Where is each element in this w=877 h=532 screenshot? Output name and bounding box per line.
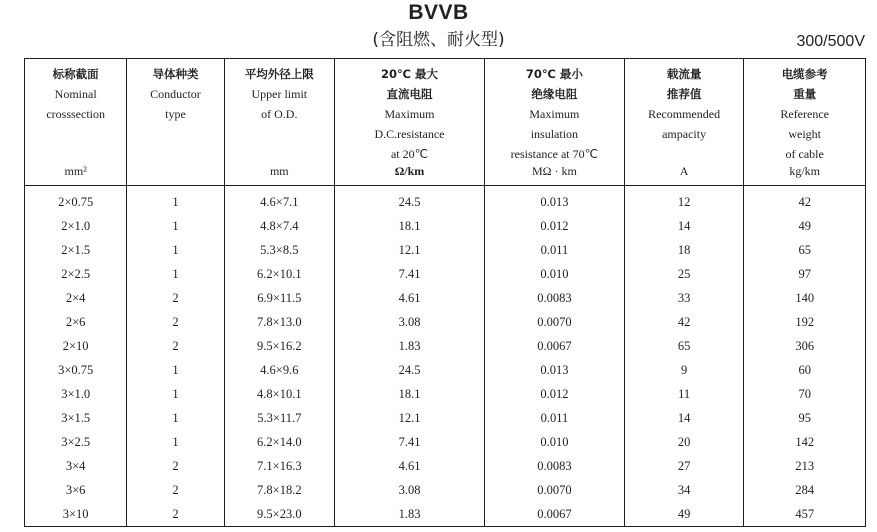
table-row (25, 382, 866, 406)
table-cell: 213 (744, 454, 866, 478)
table-cell: 4.61 (335, 286, 485, 310)
table-cell: 2 (127, 310, 224, 334)
table-cell: 1 (127, 430, 224, 454)
table-cell: 1 (127, 262, 224, 286)
table-cell: 7.8×18.2 (224, 478, 334, 502)
table-cell: 27 (624, 454, 744, 478)
table-cell: 0.0070 (484, 310, 624, 334)
table-cell: 20 (624, 430, 744, 454)
table-cell: 2 (127, 454, 224, 478)
table-cell: 70 (744, 382, 866, 406)
header-row (25, 59, 866, 186)
table-cell: 3×6 (65, 482, 86, 497)
table-cell: 0.0067 (484, 502, 624, 527)
table-cell: 0.012 (484, 214, 624, 238)
col-outer-diameter-header (224, 59, 334, 186)
table-cell: 1 (127, 406, 224, 430)
table-cell: 3.08 (335, 310, 485, 334)
table-cell: 3×10 (62, 506, 89, 521)
table-cell: 1 (127, 382, 224, 406)
header-line: 导体种类 (152, 67, 199, 81)
table-cell: 97 (744, 262, 866, 286)
col-ampacity-header (624, 59, 744, 186)
table-cell: 25 (624, 262, 744, 286)
voltage-rating: 300/500V (796, 33, 865, 50)
table-cell: 1 (127, 214, 224, 238)
spec-table-header (25, 59, 866, 186)
table-cell: 4.6×7.1 (224, 186, 334, 215)
table-cell: 12.1 (335, 406, 485, 430)
table-cell: 24.5 (335, 186, 485, 215)
table-cell: 192 (744, 310, 866, 334)
header-line: 电缆参考 (781, 67, 828, 81)
table-cell: 0.0070 (484, 478, 624, 502)
table-cell: 5.3×11.7 (224, 406, 334, 430)
table-cell: 4.6×9.6 (224, 358, 334, 382)
table-cell: 7.41 (335, 262, 485, 286)
table-cell: 0.011 (484, 406, 624, 430)
header-line: Reference (780, 107, 829, 121)
table-cell: 2 (127, 502, 224, 527)
table-row (25, 186, 866, 215)
table-cell: 0.013 (484, 186, 624, 215)
table-cell: 95 (744, 406, 866, 430)
table-row (25, 430, 866, 454)
table-row (25, 334, 866, 358)
table-cell: 42 (744, 186, 866, 215)
header-line: Maximum (384, 107, 435, 121)
table-cell: 6.2×14.0 (224, 430, 334, 454)
header-line: Recommended (648, 107, 721, 121)
table-cell: 12.1 (335, 238, 485, 262)
header-line: D.C.resistance (374, 127, 445, 141)
table-cell: 2×6 (65, 314, 86, 329)
table-cell: 3×0.75 (58, 362, 94, 377)
header-line: ampacity (662, 127, 707, 141)
table-cell: 1 (127, 186, 224, 215)
header-line: resistance at 70℃ (510, 147, 599, 161)
table-row (25, 454, 866, 478)
table-row (25, 262, 866, 286)
table-cell: 1 (127, 358, 224, 382)
table-cell: 2×4 (65, 290, 86, 305)
spec-table (24, 58, 866, 527)
table-cell: 14 (624, 406, 744, 430)
page-subtitle: (含阻燃、耐火型) (372, 30, 505, 50)
header-line: crosssection (46, 107, 105, 121)
table-cell: 33 (624, 286, 744, 310)
col-max-dc-resistance-header (335, 59, 485, 186)
table-cell: 2×2.5 (61, 266, 91, 281)
table-cell: 4.8×10.1 (224, 382, 334, 406)
table-cell: 7.8×13.0 (224, 310, 334, 334)
table-cell: 2×1.5 (61, 242, 91, 257)
header-unit: mm² (64, 164, 87, 178)
table-cell: 6.9×11.5 (224, 286, 334, 310)
col-cable-weight-header (744, 59, 866, 186)
header-line: Maximum (529, 107, 580, 121)
table-cell: 3.08 (335, 478, 485, 502)
table-cell: 18 (624, 238, 744, 262)
table-cell: 0.013 (484, 358, 624, 382)
table-cell: 0.0067 (484, 334, 624, 358)
table-cell: 0.011 (484, 238, 624, 262)
col-min-insulation-resistance-header (484, 59, 624, 186)
table-cell: 7.1×16.3 (224, 454, 334, 478)
table-cell: 3×1.0 (61, 386, 91, 401)
table-cell: 3×4 (65, 458, 86, 473)
header-line: 平均外径上限 (244, 67, 314, 81)
header-unit: kg/km (789, 164, 821, 178)
header-unit: A (679, 164, 689, 178)
table-cell: 42 (624, 310, 744, 334)
header-line: 推荐值 (666, 87, 702, 101)
table-cell: 1.83 (335, 334, 485, 358)
table-cell: 4.61 (335, 454, 485, 478)
header-unit: Ω/km (394, 164, 425, 178)
table-row (25, 478, 866, 502)
table-cell: 284 (744, 478, 866, 502)
header-line: weight (788, 127, 822, 141)
table-cell: 2 (127, 286, 224, 310)
header-line: Nominal (54, 87, 97, 101)
header-unit: MΩ · km (531, 164, 577, 178)
table-cell: 65 (624, 334, 744, 358)
table-row (25, 214, 866, 238)
table-cell: 0.010 (484, 430, 624, 454)
header-line: 20℃ 最大 (381, 67, 438, 81)
table-cell: 1 (127, 238, 224, 262)
table-cell: 2 (127, 334, 224, 358)
header-line: 标称截面 (52, 67, 99, 81)
table-cell: 3×2.5 (61, 434, 91, 449)
table-cell: 9.5×23.0 (224, 502, 334, 527)
table-cell: 49 (624, 502, 744, 527)
table-cell: 0.0083 (484, 286, 624, 310)
table-cell: 4.8×7.4 (224, 214, 334, 238)
header-line: Conductor (150, 87, 201, 101)
table-cell: 18.1 (335, 382, 485, 406)
header-line: insulation (530, 127, 579, 141)
table-row (25, 238, 866, 262)
table-cell: 0.012 (484, 382, 624, 406)
table-cell: 24.5 (335, 358, 485, 382)
col-conductor-type-header (127, 59, 224, 186)
table-cell: 0.0083 (484, 454, 624, 478)
header-line: 载流量 (666, 67, 702, 81)
table-cell: 3×1.5 (61, 410, 91, 425)
table-cell: 65 (744, 238, 866, 262)
header-line: of O.D. (261, 107, 298, 121)
table-cell: 34 (624, 478, 744, 502)
table-cell: 306 (744, 334, 866, 358)
table-cell: 6.2×10.1 (224, 262, 334, 286)
header-line: 直流电阻 (386, 87, 433, 101)
table-cell: 2 (127, 478, 224, 502)
table-cell: 140 (744, 286, 866, 310)
table-cell: 457 (744, 502, 866, 527)
header-line: type (165, 107, 186, 121)
header-unit: mm (269, 164, 289, 178)
table-cell: 60 (744, 358, 866, 382)
header-line: at 20℃ (390, 147, 429, 161)
table-cell: 9 (624, 358, 744, 382)
header-line: of cable (785, 147, 824, 161)
table-cell: 9.5×16.2 (224, 334, 334, 358)
table-cell: 2×0.75 (58, 194, 94, 209)
table-row (25, 502, 866, 527)
col-nominal-section-header (25, 59, 127, 186)
table-row (25, 310, 866, 334)
header-line: 绝缘电阻 (531, 87, 578, 101)
table-row (25, 286, 866, 310)
table-cell: 2×10 (62, 338, 89, 353)
table-row (25, 358, 866, 382)
table-cell: 12 (624, 186, 744, 215)
table-cell: 11 (624, 382, 744, 406)
table-cell: 2×1.0 (61, 218, 91, 233)
page-title: BVVB (408, 1, 469, 24)
table-cell: 7.41 (335, 430, 485, 454)
table-cell: 49 (744, 214, 866, 238)
header-line: 70℃ 最小 (525, 67, 583, 81)
spec-table-body (25, 186, 866, 527)
table-cell: 18.1 (335, 214, 485, 238)
table-row (25, 406, 866, 430)
table-cell: 1.83 (335, 502, 485, 527)
header-line: 重量 (793, 87, 817, 101)
table-cell: 14 (624, 214, 744, 238)
header-line: Upper limit (251, 87, 308, 101)
table-cell: 0.010 (484, 262, 624, 286)
table-cell: 142 (744, 430, 866, 454)
table-cell: 5.3×8.5 (224, 238, 334, 262)
